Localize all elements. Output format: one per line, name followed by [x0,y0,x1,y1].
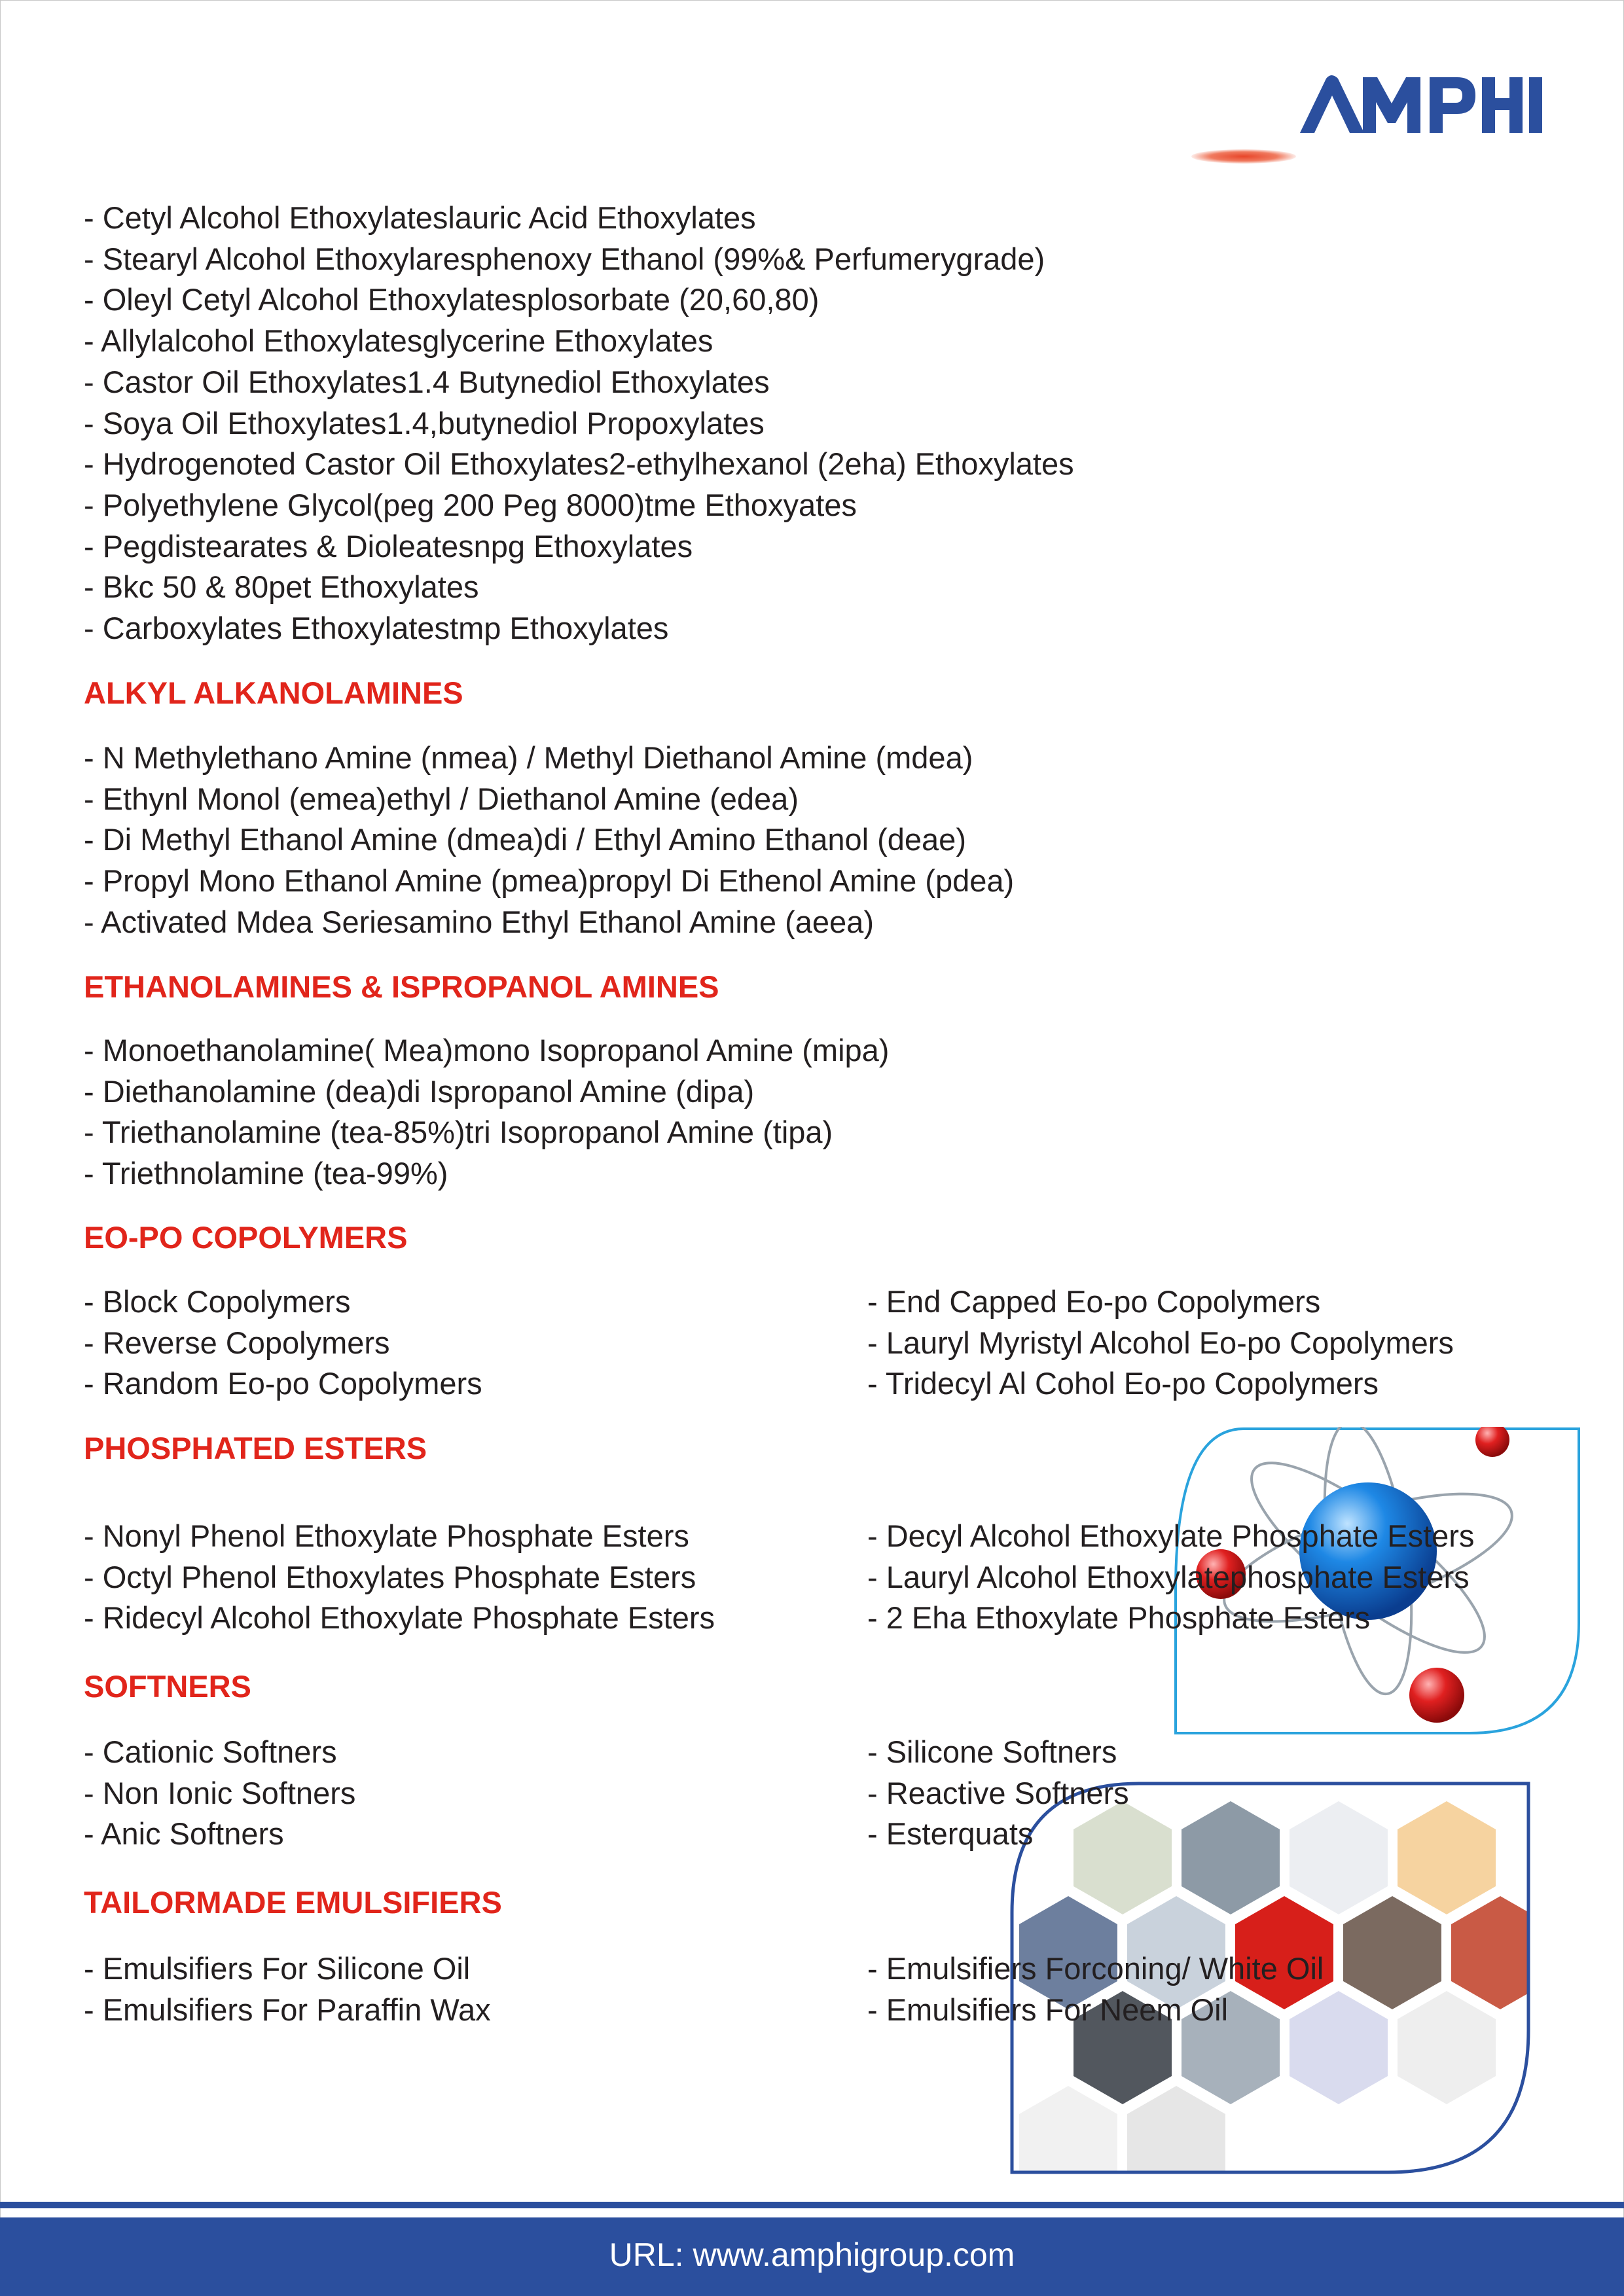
list-item: - Hydrogenoted Castor Oil Ethoxylates2-ethylhexanol (2eha) Ethoxylates [84,446,1074,482]
list-item: - Emulsifiers For Silicone Oil [84,1951,471,1986]
list-item: - Polyethylene Glycol(peg 200 Peg 8000)tme Ethoxyates [84,487,857,522]
list-item: - Propyl Mono Ethanol Amine (pmea)propyl Di Ethenol Amine (pdea) [84,863,1015,899]
list-item: - Block Copolymers [84,1284,351,1319]
phosphated-list-left [84,1516,715,1639]
list-item: - Tridecyl Al Cohol Eo-po Copolymers [867,1366,1379,1401]
list-item: - Nonyl Phenol Ethoxylate Phosphate Esters [84,1518,689,1553]
list-item: - Reverse Copolymers [84,1325,390,1360]
list-item: - Emulsifiers Forconing/ White Oil [867,1951,1324,1986]
list-item: - 2 Eha Ethoxylate Phosphate Esters [867,1600,1371,1636]
list-item: - Cetyl Alcohol Ethoxylateslauric Acid Ethoxylates [84,200,756,235]
list-item: - Anic Softners [84,1816,284,1852]
list-item: - Decyl Alcohol Ethoxylate Phosphate Esters [867,1518,1475,1553]
softners-list-right [867,1732,1129,1855]
section-heading-phosphated-esters: PHOSPHATED ESTERS [84,1431,427,1465]
list-item: - Triethnolamine (tea-99%) [84,1156,448,1191]
list-item: - Activated Mdea Seriesamino Ethyl Ethanol Amine (aeea) [84,904,874,939]
amphi-logo [1300,71,1542,136]
list-item: - Ethynl Monol (emea)ethyl / Diethanol Amine (edea) [84,781,799,816]
list-item: - Reactive Softners [867,1775,1129,1810]
list-item: - Bkc 50 & 80pet Ethoxylates [84,569,479,605]
section-heading-tailormade-emulsifiers: TAILORMADE EMULSIFIERS [84,1885,502,1920]
list-item: - Emulsifiers For Paraffin Wax [84,1992,491,2027]
list-item: - N Methylethano Amine (nmea) / Methyl Diethanol Amine (mdea) [84,740,973,775]
phosphated-list-right [867,1516,1474,1639]
emulsifiers-list-right [867,1948,1324,2030]
list-item: - Soya Oil Ethoxylates1.4,butynediol Propoxylates [84,405,765,440]
logo-accent-swoosh [1191,149,1296,164]
section-heading-eopo-copolymers: EO-PO COPOLYMERS [84,1220,408,1255]
list-item: - Esterquats [867,1816,1034,1852]
list-item: - Random Eo-po Copolymers [84,1366,482,1401]
alkyl-list [84,738,1014,943]
list-item: - Emulsifiers For Neem Oil [867,1992,1229,2027]
list-item: - Non Ionic Softners [84,1775,356,1810]
list-item: - Allylalcohol Ethoxylatesglycerine Ethoxylates [84,323,713,359]
list-item: - Triethanolamine (tea-85%)tri Isopropanol Amine (tipa) [84,1115,833,1150]
list-item: - Lauryl Alcohol Ethoxylatephosphate Esters [867,1559,1470,1594]
section-heading-softners: SOFTNERS [84,1669,251,1704]
list-item: - Monoethanolamine( Mea)mono Isopropanol Amine (mipa) [84,1033,890,1067]
softners-list-left [84,1732,355,1855]
list-item: - Carboxylates Ethoxylatestmp Ethoxylates [84,611,669,646]
list-item: - End Capped Eo-po Copolymers [867,1284,1321,1319]
ethanolamines-list [84,1030,889,1194]
list-item: - Silicone Softners [867,1734,1117,1769]
list-item: - Cationic Softners [84,1734,337,1769]
list-item: - Stearyl Alcohol Ethoxylaresphenoxy Ethanol (99%& Perfumerygrade) [84,241,1045,276]
list-item: - Di Methyl Ethanol Amine (dmea)di / Ethyl Amino Ethanol (deae) [84,822,966,857]
list-item: - Oleyl Cetyl Alcohol Ethoxylatesplosorbate (20,60,80) [84,282,820,317]
list-item: - Pegdistearates & Dioleatesnpg Ethoxylates [84,528,693,564]
emulsifiers-list-left [84,1948,491,2030]
list-item: - Diethanolamine (dea)di Ispropanol Amine (dipa) [84,1073,755,1109]
list-item: - Lauryl Myristyl Alcohol Eo-po Copolymers [867,1325,1454,1360]
section-heading-ethanolamines: ETHANOLAMINES & ISPROPANOL AMINES [84,969,719,1004]
list-item: - Octyl Phenol Ethoxylates Phosphate Esters [84,1559,696,1594]
intro-list [84,198,1074,649]
footer-url[interactable]: URL: www.amphigroup.com [609,2236,1015,2273]
section-heading-alkyl-alkanolamines: ALKYL ALKANOLAMINES [84,675,463,710]
eopo-list-left [84,1282,482,1405]
list-item: - Ridecyl Alcohol Ethoxylate Phosphate Esters [84,1600,715,1636]
list-item: - Castor Oil Ethoxylates1.4 Butynediol Ethoxylates [84,364,770,399]
eopo-list-right [867,1282,1454,1405]
footer-divider [0,2202,1624,2208]
